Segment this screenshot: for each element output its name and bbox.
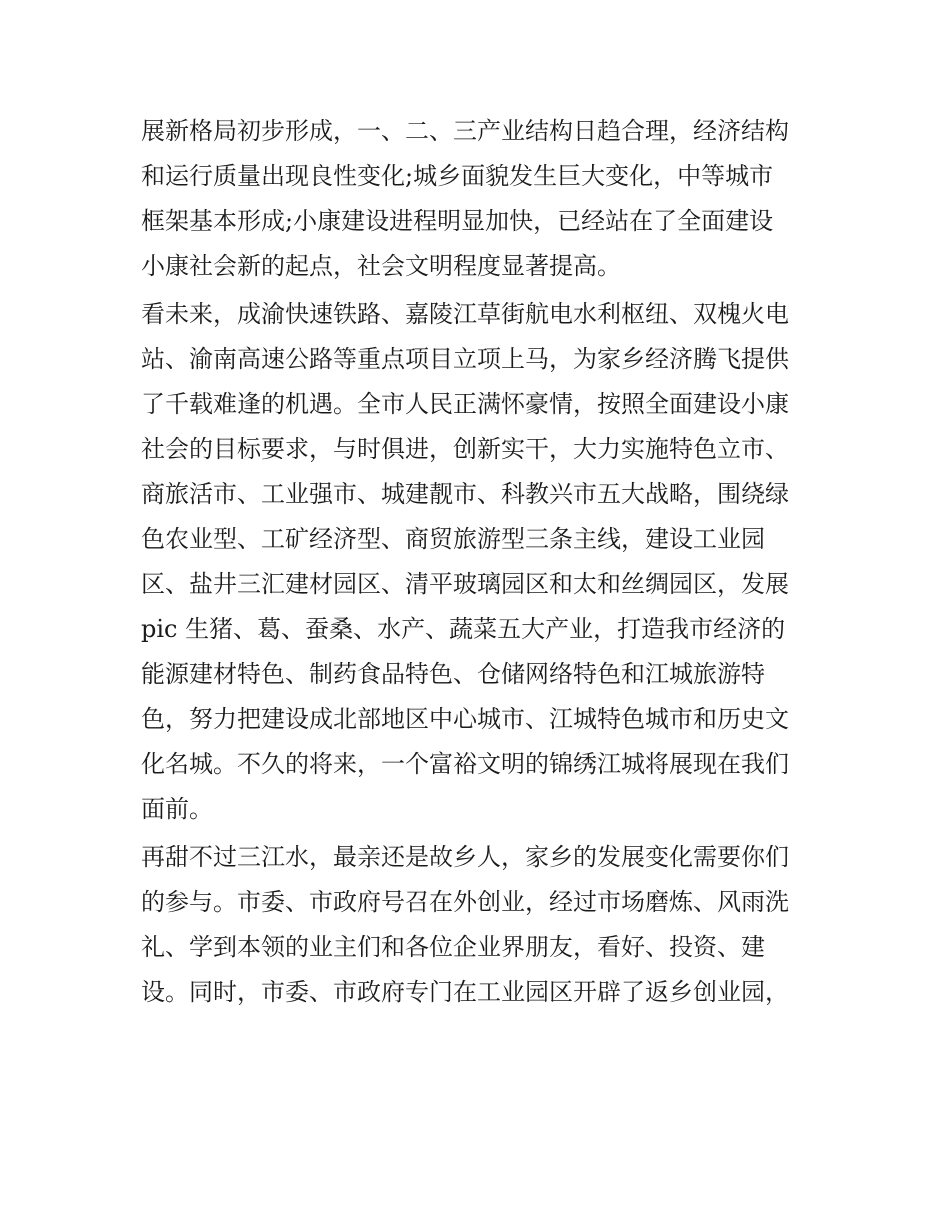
text-line: 小康社会新的起点，社会文明程度显著提高。 <box>141 252 621 280</box>
text-line: 设。同时，市委、市政府专门在工业园区开辟了返乡创业园， <box>141 978 789 1006</box>
text-line: 化名城。不久的将来，一个富裕文明的锦绣江城将展现在我们 <box>141 750 789 778</box>
text-line: 区、盐井三汇建材园区、清平玻璃园区和太和丝绸园区，发展 <box>141 570 789 598</box>
text-line: 色农业型、工矿经济型、商贸旅游型三条主线，建设工业园 <box>141 525 765 553</box>
body-text <box>141 109 813 1015</box>
text-line: 色，努力把建设成北部地区中心城市、江城特色城市和历史文 <box>141 705 789 733</box>
text-line: 的参与。市委、市政府号召在外创业，经过市场磨炼、风雨洗 <box>141 888 789 916</box>
text-line: 商旅活市、工业强市、城建靓市、科教兴市五大战略，围绕绿 <box>141 480 789 508</box>
text-line: 面前。 <box>141 795 213 823</box>
paragraph-1 <box>141 109 813 289</box>
text-line: pic 生猪、葛、蚕桑、水产、蔬菜五大产业，打造我市经济的 <box>141 615 786 643</box>
text-line: 站、渝南高速公路等重点项目立项上马，为家乡经济腾飞提供 <box>141 345 789 373</box>
text-line: 看未来，成渝快速铁路、嘉陵江草街航电水利枢纽、双槐火电 <box>141 300 789 328</box>
text-line: 再甜不过三江水，最亲还是故乡人，家乡的发展变化需要你们 <box>141 843 789 871</box>
text-line: 了千载难逢的机遇。全市人民正满怀豪情，按照全面建设小康 <box>141 390 789 418</box>
text-line: 展新格局初步形成，一、二、三产业结构日趋合理，经济结构 <box>141 117 789 145</box>
text-line: 礼、学到本领的业主们和各位企业界朋友，看好、投资、建 <box>141 933 765 961</box>
text-line: 框架基本形成;小康建设进程明显加快，已经站在了全面建设 <box>141 207 774 235</box>
text-line: 社会的目标要求，与时俱进，创新实干，大力实施特色立市、 <box>141 435 789 463</box>
paragraph-3 <box>141 835 813 1015</box>
text-line: 和运行质量出现良性变化;城乡面貌发生巨大变化，中等城市 <box>141 162 774 190</box>
paragraph-2 <box>141 292 813 832</box>
text-line: 能源建材特色、制药食品特色、仓储网络特色和江城旅游特 <box>141 660 765 688</box>
